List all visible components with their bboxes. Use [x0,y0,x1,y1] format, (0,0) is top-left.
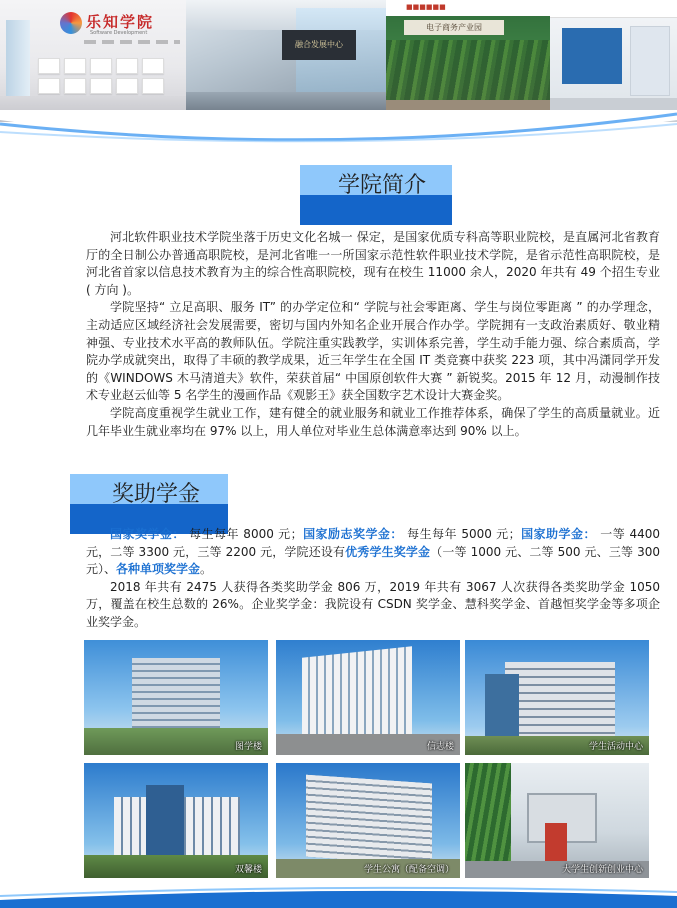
photo-caption: 大学生创新创业中心 [561,865,643,875]
scholarship-heading [70,474,242,516]
intro-heading-text: 学院简介 [337,173,426,198]
partner-logo-wall [38,58,178,94]
park-signboard: 电子商务产业园 [404,20,504,35]
national-aid-label: 国家助学金： [520,527,596,541]
single-item-scholarship-label: 各种单项奖学金 [116,562,201,577]
scholarship-paragraph-2: 2018 年共有 2475 人获得各类奖助学金 806 万，2019 年共有 3067 人次获得各类奖助学金 1050 万，覆盖在校生总数的 26%。企业奖学金：我院设有 CSDN 奖学金、慧科奖学金、首越恒奖学金等多项企业奖学金。 [86,579,660,629]
lobby-school-name: 乐知学院 [86,13,155,31]
encouragement-scholarship-label: 国家励志奖学金： [302,527,403,541]
intro-paragraph-2: 学院坚持“ 立足高职、服务 IT” 的办学定位和“ 学院与社会零距离、学生与岗位零距离 ” 的办学理念，主动适应区域经济社会发展需要，密切与国内外知名企业开展合作办学。学院拥有一支政治素质好、敬业精神强、专业技术水平高的教师队伍。学院注重实践教学，实训体系完善，学生动手能力强、综合素质高，学院办学成就突出，取得了丰硕的教学成果，近三年学生在全国 IT 类竞赛中获奖 223 项，其中冯潇同学开发的《WINDOWS 木马清道夫》软件，荣获首届“ 中国原创软件大赛 ” 新锐奖。2015 年 12 月，动漫制作技术专业赵云仙等 5 名学生的漫画作品《观影王》获全国数字艺术设计大赛金奖。 [86,300,660,403]
hall-signboard: 融合发展中心 [282,30,356,60]
campus-photo [276,640,460,755]
scholarship-heading-text: 奖助学金 [111,482,200,507]
lobby-school-subtitle: Software Development [90,30,148,36]
photo-caption: 双馨楼 [234,865,262,875]
national-scholarship-label: 国家奖学金： [110,527,185,541]
campus-photo [276,763,460,878]
intro-paragraph-1: 河北软件职业技术学院坐落于历史文化名城一 保定，是国家优质专科高等职业院校，是直属河北省教育厅的全日制公办普通高职院校，是河北省唯一一所国家示范性软件职业技术学院，是省示范性高职院校，是河北省首家以信息技术教育为主的综合性高职院校，现有在校生 11000 余人，2020 年共有 49 个招生专业 ( 方向 )。 [86,230,660,297]
campus-photo [84,640,268,755]
school-logo-icon [60,12,82,34]
campus-photo [84,763,268,878]
decorative-sweep [0,884,677,908]
photo-caption: 图学楼 [234,742,262,752]
campus-photo-grid [84,640,654,880]
intro-text [86,229,660,440]
campus-photo [465,640,649,755]
office-photo [550,0,677,122]
industrial-park-photo: ■■■■■■ 电子商务产业园 [386,0,550,122]
top-photo-banner [0,0,677,122]
merit-scholarship-label: 优秀学生奖学金 [345,544,431,559]
scholarship-paragraph-1: 国家奖学金： 每生每年 8000 元；国家励志奖学金： 每生每年 5000 元；国家助学金： 一等 4400 元，二等 3300 元，三等 2200 元，学院还设有优秀学生奖学金（一等 1000 元、二等 500 元、三等 300 元）、各种单项奖学金。 [86,527,660,577]
photo-caption: 学生活动中心 [588,742,643,752]
campus-photo [465,763,649,878]
scholarship-text [86,526,660,632]
lobby-photo [0,0,186,122]
center-hall-photo [186,0,386,122]
photo-caption: 学生公寓（配备空调） [363,865,454,875]
photo-caption: 信志楼 [426,742,454,752]
intro-heading [300,165,464,207]
intro-paragraph-3: 学院高度重视学生就业工作，建有健全的就业服务和就业工作推荐体系，确保了学生的高质量就业。近几年毕业生就业率均在 97% 以上，用人单位对毕业生总体满意率达到 90% 以上。 [86,405,660,438]
